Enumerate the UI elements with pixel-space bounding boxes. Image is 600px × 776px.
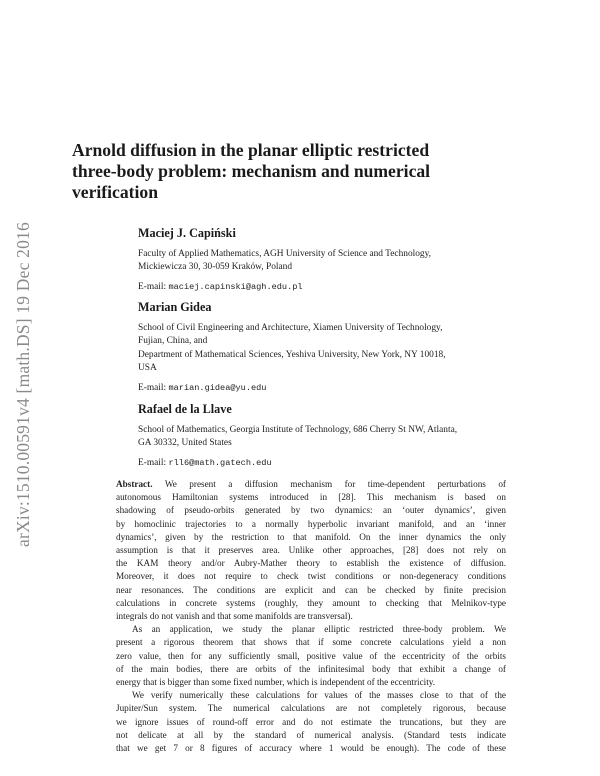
paragraph-line: we ignore issues of round-off error and do not estimate the truncations, but they are [116, 716, 506, 727]
author-block-capinski [138, 226, 538, 294]
paragraph-line: energy that is bigger than some fixed number, which is independent of the eccentricity. [116, 677, 436, 688]
abstract-line: near resonances. The conditions are explicit and can be checked by finite precision [116, 584, 506, 595]
paragraph-line: As an application, we study the planar elliptic restricted three-body problem. We [132, 624, 506, 635]
abstract-line: the KAM theory and/or Aubry-Mather theory to establish the existence of diffusion. [116, 558, 506, 569]
abstract-line: shadowing of pseudo-orbits generated by two dynamics: an ‘outer dynamics’, given [116, 505, 506, 516]
author-affiliation [138, 248, 538, 275]
abstract-line: Moreover, it does not require to check twist conditions or non-degeneracy conditions [116, 571, 506, 582]
author-email-line [138, 457, 538, 470]
abstract-first-line [116, 478, 506, 491]
author-name: Maciej J. Capiński [138, 226, 236, 240]
paragraph-line: zero value, then for any sufficiently small, positive value of the eccentricity of the orbits [116, 650, 506, 661]
abstract-line: by homoclinic trajectories to a normally hyperbolic invariant manifold, and an ‘inner [116, 518, 506, 529]
paragraph-line: Jupiter/Sun system. The numerical calculations are not completely rigorous, because [116, 703, 506, 714]
email-label: E-mail: [138, 382, 167, 393]
paper-title [72, 140, 492, 203]
abstract-line: assumption is that it preserves area. Unlike other approaches, [28] does not rely on [116, 545, 506, 556]
email-address[interactable]: maciej.capinski@agh.edu.pl [168, 281, 303, 292]
paragraph-line: of the main bodies, there are orbits of the infinitesimal body that exhibit a change of [116, 663, 506, 674]
paragraph-line: We verify numerically these calculations for values of the masses close to that of the [132, 690, 506, 701]
title-line: three-body problem: mechanism and numerical [72, 161, 431, 181]
affiliation-line: Department of Mathematical Sciences, Yeshiva University, New York, NY 10018, [138, 349, 446, 360]
arxiv-identifier-stamp [10, 198, 36, 570]
author-block-gidea [138, 300, 538, 395]
title-line: verification [72, 182, 158, 202]
author-email-line [138, 382, 538, 395]
affiliation-line: Fujian, China, and [138, 336, 208, 347]
abstract-section [116, 478, 506, 755]
author-affiliation [138, 322, 538, 376]
paragraph-line: not delicate at all by the standard of numerical analysis. (Standard tests indicate [116, 729, 506, 740]
email-label: E-mail: [138, 281, 167, 292]
author-name: Rafael de la Llave [138, 402, 232, 416]
affiliation-line: Mickiewicza 30, 30-059 Kraków, Poland [138, 262, 293, 273]
affiliation-line: Faculty of Applied Mathematics, AGH University of Science and Technology, [138, 249, 432, 259]
abstract-line: autonomous Hamiltonian systems introduced in [28]. This mechanism is based on [116, 492, 506, 503]
author-name: Marian Gidea [138, 300, 212, 314]
affiliation-line: School of Civil Engineering and Architecture, Xiamen University of Technology, [138, 323, 443, 333]
paragraph-line: present a rigorous theorem that shows that if some concrete calculations yield a non [116, 637, 506, 648]
affiliation-line: GA 30332, United States [138, 438, 232, 449]
author-block-de-la-llave [138, 402, 538, 470]
abstract-line: calculations in concrete systems (roughly, they amount to checking that Melnikov-type [116, 597, 506, 608]
abstract-line: integrals do not vanish and that some manifolds are transversal). [116, 611, 353, 622]
email-address[interactable]: rll6@math.gatech.edu [168, 457, 272, 468]
arxiv-identifier-text: arXiv:1510.00591v4 [math.DS] 19 Dec 2016 [12, 221, 33, 547]
author-affiliation [138, 424, 538, 451]
title-line: Arnold diffusion in the planar elliptic restricted [72, 140, 430, 160]
paragraph-line: that we get 7 or 8 figures of accuracy where 1 would be enough). The code of these [116, 743, 506, 754]
author-email-line [138, 281, 538, 294]
abstract-line: dynamics’, given by the restriction to that manifold. On the inner dynamics the only [116, 531, 506, 542]
affiliation-line: USA [138, 363, 157, 374]
abstract-text: We present a diffusion mechanism for time-dependent perturbations of [164, 479, 506, 489]
abstract-label: Abstract. [116, 479, 153, 489]
affiliation-line: School of Mathematics, Georgia Institute of Technology, 686 Cherry St NW, Atlanta, [138, 425, 458, 435]
email-address[interactable]: marian.gidea@yu.edu [168, 382, 267, 393]
email-label: E-mail: [138, 457, 167, 468]
